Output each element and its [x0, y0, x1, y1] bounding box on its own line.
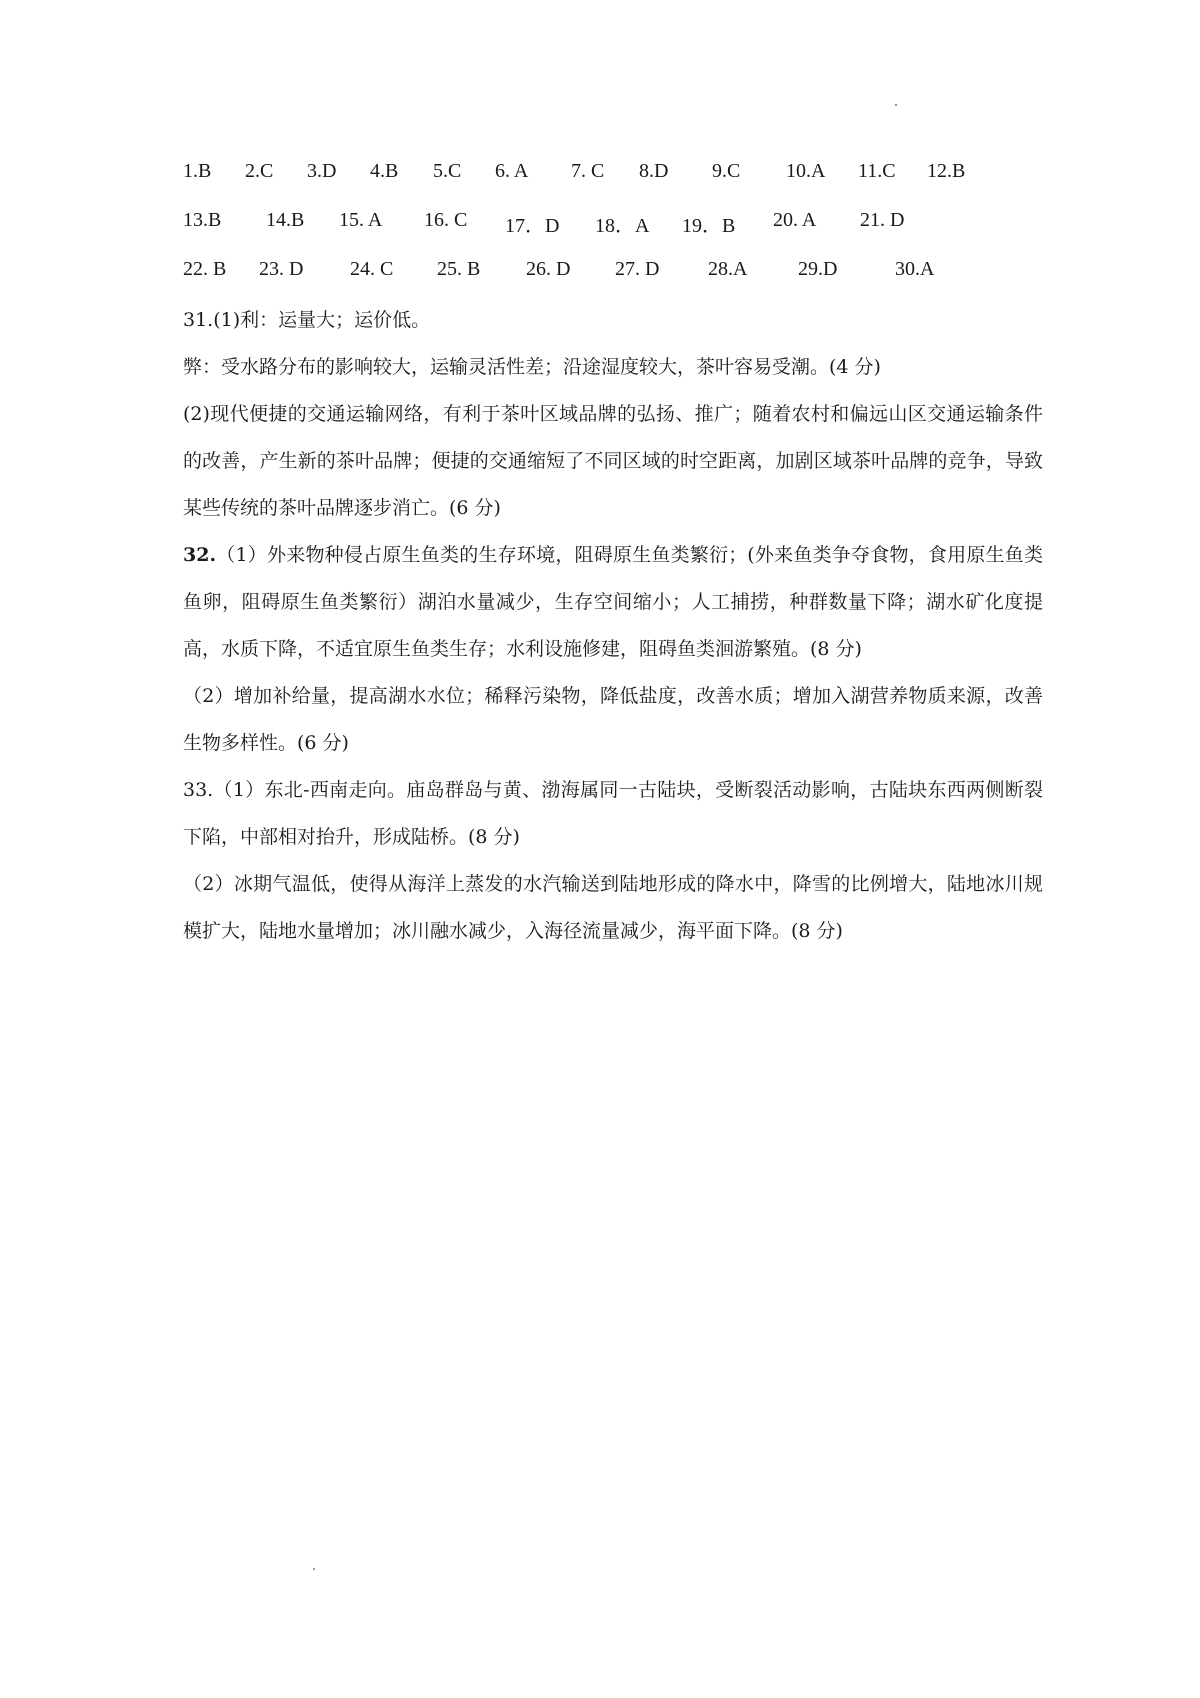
scan-speck	[313, 1568, 315, 1570]
answer-29: 29.D	[798, 258, 838, 280]
q31-line2: 弊：受水路分布的影响较大，运输灵活性差；沿途湿度较大，茶叶容易受潮。(4 分)	[183, 356, 881, 378]
answer-25: 25. B	[437, 258, 481, 280]
q32-number: 32.	[183, 544, 217, 566]
answer-18: 18．A	[595, 215, 650, 237]
answer-21: 21. D	[860, 209, 905, 231]
answer-16: 16. C	[424, 209, 468, 231]
q32-part1-text: （1）外来物种侵占原生鱼类的生存环境，阻碍原生鱼类繁衍；(外来鱼类争夺食物，食用原生鱼类鱼卵，阻碍原生鱼类繁衍）湖泊水量减少，生存空间缩小；人工捕捞，种群数量下降；湖水矿化度提高，水质下降，不适宜原生鱼类生存；水利设施修建，阻碍鱼类洄游繁殖。(8 分)	[183, 544, 1043, 660]
answer-6: 6. A	[495, 160, 529, 182]
answer-12: 12.B	[927, 160, 966, 182]
answer-14: 14.B	[266, 209, 305, 231]
answer-22: 22. B	[183, 258, 227, 280]
answer-8: 8.D	[639, 160, 669, 182]
answer-15: 15. A	[339, 209, 383, 231]
answer-7: 7. C	[571, 160, 605, 182]
answer-28: 28.A	[708, 258, 748, 280]
answer-27: 27. D	[615, 258, 660, 280]
answer-row-2	[183, 199, 1043, 248]
answer-19: 19．B	[682, 215, 736, 237]
answer-3: 3.D	[307, 160, 337, 182]
answer-key-page	[183, 150, 1043, 955]
q33-part2: （2）冰期气温低，使得从海洋上蒸发的水汽输送到陆地形成的降水中，降雪的比例增大，陆地冰川规模扩大，陆地水量增加；冰川融水减少，入海径流量减少，海平面下降。(8 分)	[183, 873, 1043, 942]
answer-17: 17．D	[505, 215, 560, 237]
answer-10: 10.A	[786, 160, 826, 182]
answer-26: 26. D	[526, 258, 571, 280]
answer-4: 4.B	[370, 160, 399, 182]
answer-13: 13.B	[183, 209, 222, 231]
answer-1: 1.B	[183, 160, 212, 182]
answer-23: 23. D	[259, 258, 304, 280]
q31-part2: (2)现代便捷的交通运输网络，有利于茶叶区域品牌的弘扬、推广；随着农村和偏远山区交通运输条件的改善，产生新的茶叶品牌；便捷的交通缩短了不同区域的时空距离，加剧区域茶叶品牌的竞争，导致某些传统的茶叶品牌逐步消亡。(6 分)	[183, 403, 1043, 519]
answer-20: 20. A	[773, 209, 817, 231]
q33-part1: 33.（1）东北-西南走向。庙岛群岛与黄、渤海属同一古陆块，受断裂活动影响，古陆块东西两侧断裂下陷，中部相对抬升，形成陆桥。(8 分)	[183, 779, 1043, 848]
answer-24: 24. C	[350, 258, 394, 280]
answer-30: 30.A	[895, 258, 935, 280]
q32-part1	[183, 532, 1043, 673]
answer-2: 2.C	[245, 160, 274, 182]
answer-row-3	[183, 248, 1043, 297]
answer-9: 9.C	[712, 160, 741, 182]
answer-5: 5.C	[433, 160, 462, 182]
scan-speck	[895, 104, 897, 106]
answer-11: 11.C	[858, 160, 896, 182]
q31-line1: 31.(1)利：运量大；运价低。	[183, 309, 431, 331]
answer-row-1	[183, 150, 1043, 199]
q32-part2: （2）增加补给量，提高湖水水位；稀释污染物，降低盐度，改善水质；增加入湖营养物质来源，改善生物多样性。(6 分)	[183, 685, 1043, 754]
